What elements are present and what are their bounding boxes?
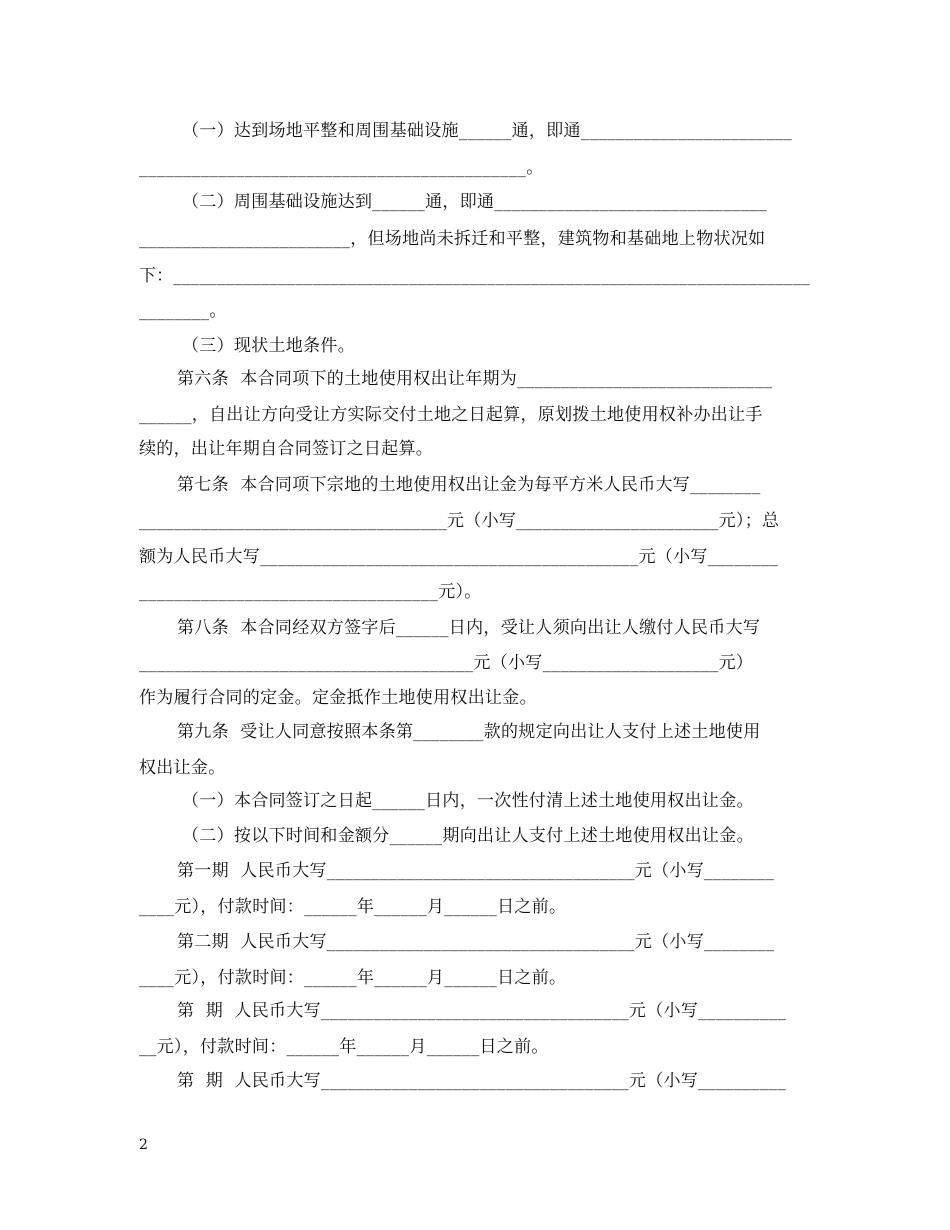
clause-8-line-2: ______________________________________元（小写____________________元） bbox=[139, 653, 754, 673]
clause-5-item-2-line-1: （二）周围基础设施达到______通，即通_______________________________ bbox=[182, 192, 768, 212]
clause-7-line-1: 第七条 本合同项下宗地的土地使用权出让金为每平方米人民币大写________ bbox=[177, 475, 761, 495]
clause-6-line-1: 第六条 本合同项下的土地使用权出让年期为_____________________________ bbox=[177, 369, 773, 389]
clause-5-item-2-line-2: ________________________，但场地尚未拆迁和平整，建筑物和基础地上物状况如 bbox=[139, 229, 766, 249]
installment-2-line-1: 第二期 人民币大写___________________________________元（小写________ bbox=[177, 932, 775, 952]
clause-5-item-1-line-1: （一）达到场地平整和周围基础设施______通，即通________________________ bbox=[182, 121, 792, 141]
clause-5-item-2-line-3: 下：_________________________________________________________________________ bbox=[139, 266, 810, 286]
clause-5-item-1-line-2: ____________________________________________。 bbox=[139, 158, 544, 178]
clause-6-line-2: ______，自出让方向受让方实际交付土地之日起算，原划拨土地使用权补办出让手 bbox=[139, 405, 763, 425]
clause-9-item-2: （二）按以下时间和金额分______期向出让人支付上述土地使用权出让金。 bbox=[182, 826, 754, 846]
clause-7-line-2: ___________________________________元（小写_______________________元）；总 bbox=[139, 511, 780, 531]
installment-1-line-1: 第一期 人民币大写___________________________________元（小写________ bbox=[177, 861, 775, 881]
clause-7-line-4: __________________________________元）。 bbox=[139, 582, 482, 602]
clause-9-line-1: 第九条 受让人同意按照本条第________款的规定向出让人支付上述土地使用 bbox=[177, 722, 761, 742]
page-number: 2 bbox=[139, 1137, 148, 1153]
clause-5-item-3: （三）现状土地条件。 bbox=[182, 336, 355, 356]
installment-1-line-2: ____元），付款时间：______年______月______日之前。 bbox=[139, 897, 567, 917]
clause-5-item-2-line-4: ________。 bbox=[139, 301, 227, 321]
clause-9-item-1: （一）本合同签订之日起______日内，一次性付清上述土地使用权出让金。 bbox=[182, 791, 754, 811]
installment-3-line-1: 第 期 人民币大写___________________________________元（小写__________ bbox=[177, 1001, 787, 1021]
clause-6-line-3: 续的，出让年期自合同签订之日起算。 bbox=[139, 439, 434, 459]
clause-7-line-3: 额为人民币大写___________________________________________元（小写________ bbox=[139, 547, 779, 567]
clause-8-line-3: 作为履行合同的定金。定金抵作土地使用权出让金。 bbox=[139, 688, 537, 708]
installment-4-line-1: 第 期 人民币大写___________________________________元（小写__________ bbox=[177, 1071, 787, 1091]
installment-2-line-2: ____元），付款时间：______年______月______日之前。 bbox=[139, 968, 567, 988]
clause-8-line-1: 第八条 本合同经双方签字后______日内，受让人须向出让人缴付人民币大写 bbox=[177, 618, 761, 638]
installment-3-line-2: __元），付款时间：______年______月______日之前。 bbox=[139, 1037, 549, 1057]
clause-9-line-2: 权出让金。 bbox=[139, 758, 226, 778]
